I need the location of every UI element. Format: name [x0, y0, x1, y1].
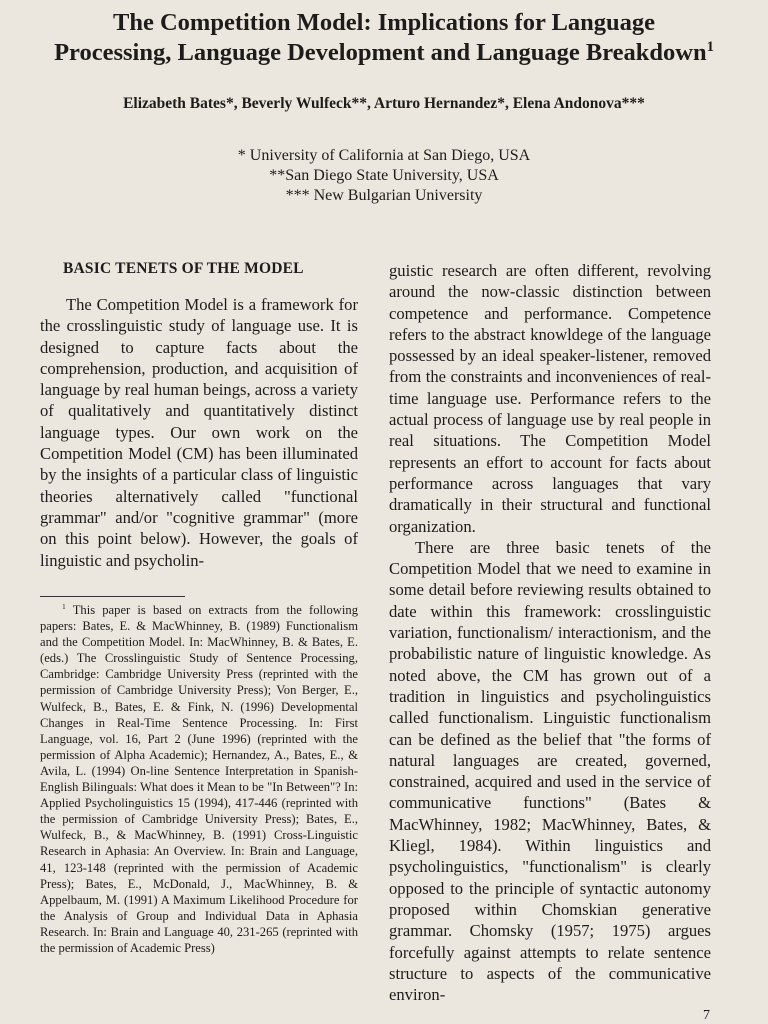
title-line-1: The Competition Model: Implications for Language [113, 9, 655, 36]
affiliation-nbu: *** New Bulgarian University [285, 187, 483, 204]
title-line-2 [20, 38, 748, 68]
right-paragraph-2: There are three basic tenets of the Competition Model that we need to examine in some detail before reviewing results obtained to date within this framework: crosslinguistic variation, functionalism/ interactionism, and the probabilistic nature of linguistic knowledge. As noted above, the CM has grown out of a tradition in linguistics and psycholinguistics called functionalism. Linguistic functionalism can be defined as the belief that "the forms of natural languages are created, governed, constrained, acquired and used in the service of communicative functions" (Bates & MacWhinney, 1982; MacWhinney, Bates, & Kliegl, 1984). Within linguistics and psycholinguistics, "functionalism" is clearly opposed to the principle of syntactic autonomy proposed within Chomskian generative grammar. Chomsky (1957; 1975) argues forcefully against attempts to relate sentence structure to aspects of the communicative environ- [389, 537, 711, 1005]
affiliations [20, 146, 748, 206]
right-paragraph-1: guistic research are often different, revolving around the now-classic distinction between competence and performance. Competence refers to the abstract knowldege of the language possessed by an ideal speaker-listener, removed from the constraints and inconveniences of real-time language use. Performance refers to the actual process of language use by real people in real situations. The Competition Model represents an effort to account for facts about performance across languages that vary dramatically in their structural and functional organization. [389, 261, 711, 536]
right-column [389, 260, 711, 1005]
author-list: Elizabeth Bates*, Beverly Wulfeck**, Arturo Hernandez*, Elena Andonova*** [123, 95, 645, 112]
footnote-divider [40, 596, 185, 597]
affiliation-ucsd: * University of California at San Diego, USA [237, 147, 531, 164]
footnote-paragraph [40, 602, 358, 956]
footnote-text: This paper is based on extracts from the following papers: Bates, E. & MacWhinney, B. (1989) Functionalism and the Competition Model. In: MacWhinney, B. & Bates, E. (eds.) The Crosslinguistic Study of Sentence Processing, Cambridge: Cambridge University Press (reprinted with the permission of Cambridge University Press); Von Berger, E., Wulfeck, B., Bates, E. & Fink, N. (1996) Developmental Changes in Real-Time Sentence Processing. In: First Language, vol. 16, Part 2 (June 1996) (reprinted with the permission of Alpha Academic); Hernandez, A., Bates, E., & Avila, L. (1994) On-line Sentence Interpretation in Spanish-English Bilinguals: What does it Mean to be "In Between"? In: Applied Psycholinguistics 15 (1994), 417-446 (reprinted with the permission of Cambridge University Press); Bates, E., Wulfeck, B., & MacWhinney, B. (1991) Cross-Linguistic Research in Aphasia: An Overview. In: Brain and Language, 41, 123-148 (reprinted with the permission of Academic Press); Bates, E., McDonald, J., MacWhinney, B. & Appelbaum, M. (1991) A Maximum Likelihood Procedure for the Analysis of Group and Individual Data in Aphasia Research. In: Brain and Language 40, 231-265 (reprinted with the permission of Academic Press) [40, 603, 358, 955]
left-column [40, 294, 358, 571]
left-paragraph: The Competition Model is a framework for the crosslinguistic study of language use. It is designed to capture facts about the comprehension, production, and acquisition of language by real human beings, across a variety of qualitatively and quantitatively distinct language types. Our own work on the Competition Model (CM) has been illuminated by the insights of a particular class of linguistic theories alternatively called "functional grammar" and/or "cognitive grammar" (more on this point below). However, the goals of linguistic and psycholin- [40, 295, 358, 570]
title-line-2-text: Processing, Language Development and Language Breakdown [54, 39, 707, 66]
page-number: 7 [703, 1008, 710, 1023]
section-heading: BASIC TENETS OF THE MODEL [63, 260, 304, 277]
footnote [40, 602, 358, 956]
paper-title [20, 8, 748, 68]
title-footnote-mark: 1 [706, 38, 714, 55]
footnote-mark: 1 [62, 601, 66, 611]
affiliation-sdsu: **San Diego State University, USA [269, 167, 499, 184]
